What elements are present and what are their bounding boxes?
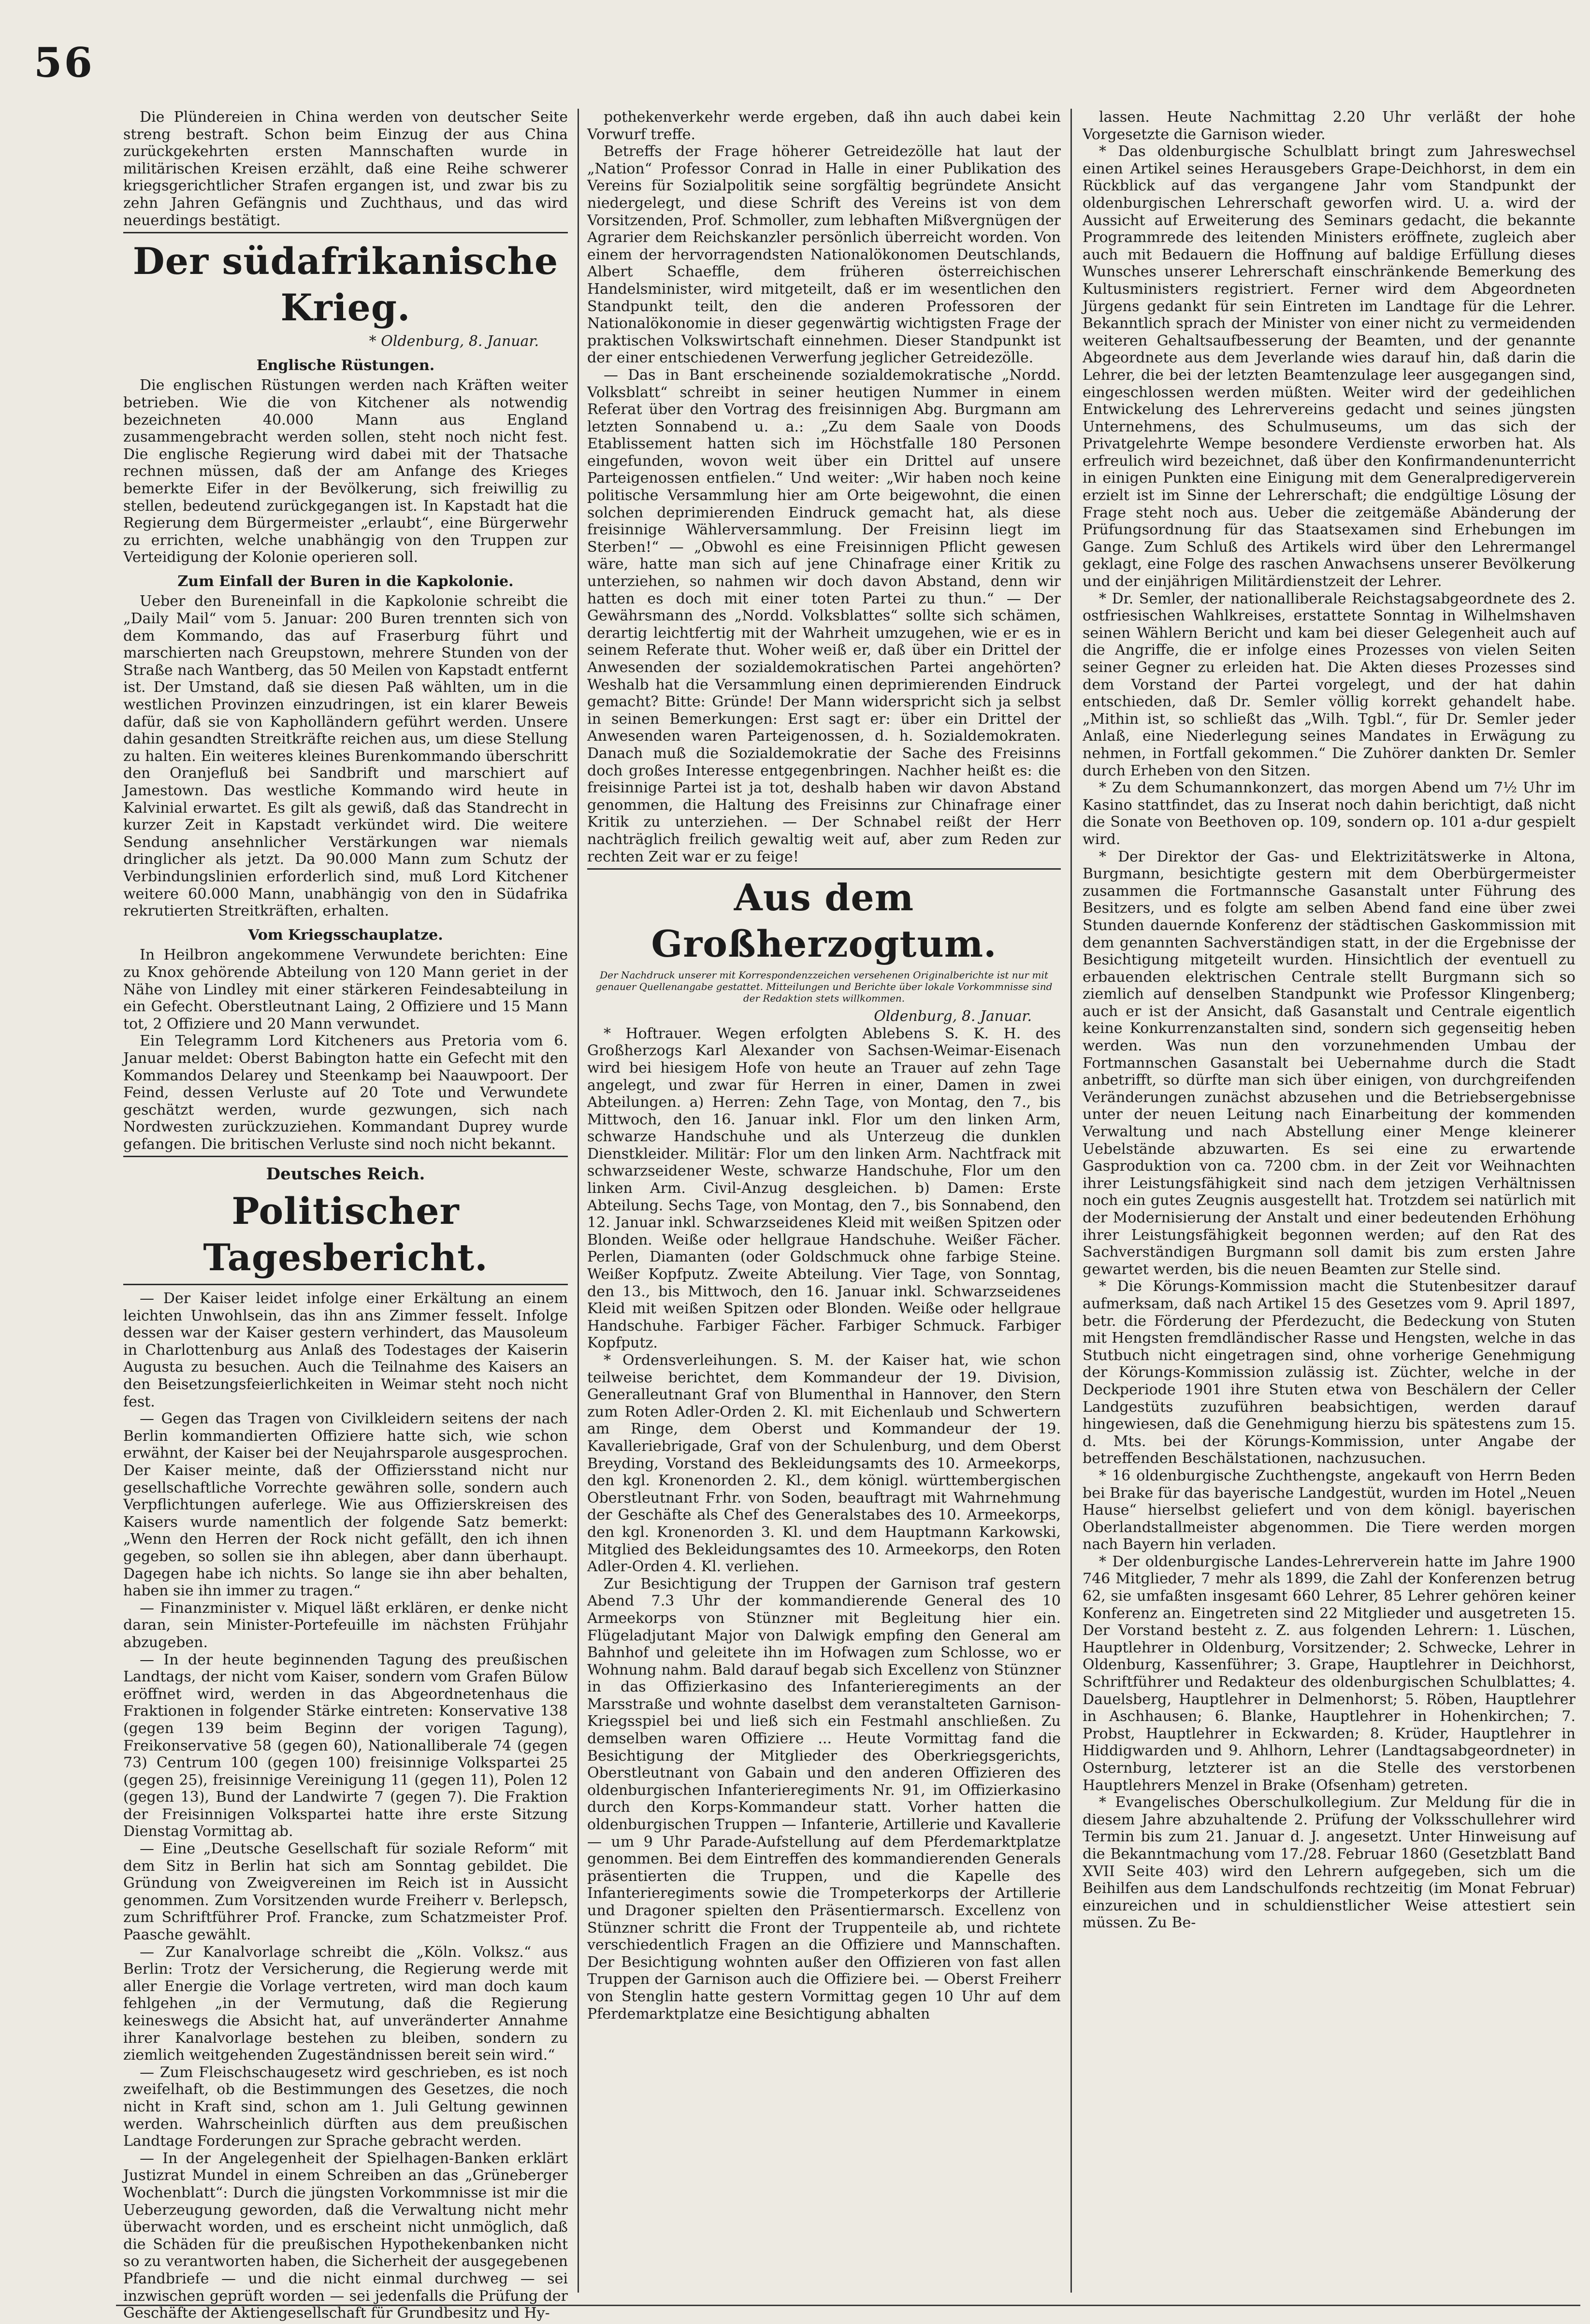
- paragraph: — Gegen das Tragen von Civilkleidern seitens der nach Berlin kommandierten Offiziere hatte sich, wie schon erwähnt, der Kaiser bei der Neujahrsparole ausgesprochen. Der Kaiser meinte, daß der Offiziersstand nicht nur gesellschaftliche Vorrechte gewähren solle, sondern auch Verpflichtungen auferlege. Wie aus Offizierskreisen des Kaisers wurde namentlich der folgende Satz bemerkt: „Wenn den Herren der Rock nicht gefällt, den ich ihnen gegeben, so sollen sie ihn ablegen, aber dann überhaupt. Dagegen habe ich nichts. So lange sie ihn aber behalten, haben sie ihn immer zu tragen.“: [123, 1410, 568, 1600]
- section-divider: [123, 1156, 568, 1157]
- paragraph: * Ordensverleihungen. S. M. der Kaiser hat, wie schon teilweise berichtet, dem Kommandeur der 19. Division, Generalleutnant Graf von Blumenthal in Hannover, den Stern zum Roten Adler-Orden 2. Kl. mit Eichenlaub und Schwertern am Ringe, dem Oberst und Kommandeur der 19. Kavalleriebrigade, Graf von der Schulenburg, und dem Oberst Breyding, Vorstand des Bekleidungsamts des 10. Armeekorps, den kgl. Kronenorden 2. Kl., dem königl. württembergischen Oberstleutnant Frhr. von Soden, beauftragt mit Wahrnehmung der Geschäfte als Chef des Generalstabes des 10. Armeekorps, den kgl. Kronenorden 3. Kl. und dem Hauptmann Karkowski, Mitglied des Bekleidungsamtes des 10. Armeekorps, den Roten Adler-Orden 4. Kl. verliehen.: [587, 1352, 1061, 1576]
- paragraph: — Finanzminister v. Miquel läßt erklären, er denke nicht daran, sein Minister-Portefeuille im nächsten Frühjahr abzugeben.: [123, 1599, 568, 1651]
- paragraph: Ein Telegramm Lord Kitcheners aus Pretoria vom 6. Januar meldet: Oberst Babington hatte ein Gefecht mit den Kommandos Delarey und Steenkamp bei Naauwpoort. Der Feind, dessen Verluste auf 20 Tote und Verwundete geschätzt werden, wurde gezwungen, sich nach Nordwesten zurückzuziehen. Kommandant Duprey wurde gefangen. Die britischen Verluste sind noch nicht bekannt.: [123, 1033, 568, 1153]
- section-divider: [587, 868, 1061, 870]
- column-2: [587, 109, 1061, 2302]
- dateline: * Oldenburg, 8. Januar.: [369, 333, 539, 350]
- paragraph: * Der oldenburgische Landes-Lehrerverein hatte im Jahre 1900 746 Mitglieder, 7 mehr als 1899, die Zahl der Konferenzen betrug 62, sie umfaßten insgesamt 660 Lehrer, 85 Lehrer gehören keiner Konferenz an. Eingetreten sind 22 Mitglieder und ausgetreten 15. Der Vorstand besteht z. Z. aus folgenden Lehrern: 1. Lüschen, Hauptlehrer in Oldenburg, Vorsitzender; 2. Schwecke, Lehrer in Oldenburg, Kassenführer; 3. Grape, Hauptlehrer in Deichhorst, Schriftführer und Redakteur des oldenburgischen Schulblattes; 4. Dauelsberg, Hauptlehrer in Delmenhorst; 5. Röben, Hauptlehrer in Aschhausen; 6. Blanke, Hauptlehrer in Hohenkirchen; 7. Probst, Hauptlehrer in Eckwarden; 8. Krüder, Hauptlehrer in Hiddigwarden und 9. Ahlhorn, Lehrer (Landtagsabgeordneter) in Osternburg, letzterer ist an die Stelle des verstorbenen Hauptlehrers Menzel in Brake (Ofsenham) getreten.: [1083, 1553, 1576, 1794]
- paragraph: — Der Kaiser leidet infolge einer Erkältung an einem leichten Unwohlsein, das ihn ans Zimmer fesselt. Infolge dessen war der Kaiser gestern verhindert, das Mausoleum in Charlottenburg aus Anlaß des Todestages der Kaiserin Augusta zu besuchen. Auch die Teilnahme des Kaisers an den Beisetzungsfeierlichkeiten in Weimar steht noch nicht fest.: [123, 1290, 568, 1410]
- paragraph: Zur Besichtigung der Truppen der Garnison traf gestern Abend 7.3 Uhr der kommandierende General des 10 Armeekorps von Stünzner mit Begleitung hier ein. Flügeladjutant Major von Dalwigk empfing den General am Bahnhof und geleitete ihn im Hofwagen zum Schlosse, wo er Wohnung nahm. Bald darauf begab sich Excellenz von Stünzner in das Offizierkasino des Infanterieregiments an der Marsstraße und wohnte daselbst dem veranstalteten Garnison-Kriegsspiel bei und ließ sich ein Festmahl anschließen. Zu demselben waren Offiziere ... Heute Vormittag fand die Besichtigung der Mitglieder des Oberkriegsgerichts, Oberstleutnant von Gabain und den anderen Offizieren des oldenburgischen Infanterieregiments Nr. 91, im Offizierkasino durch den Korps-Kommandeur statt. Vorher hatten die oldenburgischen Truppen — Infanterie, Artillerie und Kavallerie — um 9 Uhr Parade-Aufstellung auf dem Pferdemarktplatze genommen. Bei dem Eintreffen des kommandierenden Generals präsentierten die Truppen, und die Kapelle des Infanterieregiments sowie die Trompeterkorps der Artillerie und Dragoner spielten den Präsentiermarsch. Excellenz von Stünzner schritt die Front der Truppenteile ab, und richtete verschiedentlich Fragen an die Offiziere und Mannschaften. Der Besichtigung wohnten außer den Offizieren von fast allen Truppen der Garnison auch die Offiziere bei. — Oberst Freiherr von Stenglin hatte gestern Vormittag gegen 10 Uhr auf dem Pferdemarktplatze eine Besichtigung abhalten: [587, 1575, 1061, 2023]
- paragraph: — In der Angelegenheit der Spielhagen-Banken erklärt Justizrat Mundel in einem Schreiben an das „Grüneberger Wochenblatt“: Durch die jüngsten Vorkommnisse ist mir die Ueberzeugung geworden, daß die Verwaltung nicht mehr überwacht worden, und es erscheint nicht unmöglich, daß die Schäden für die preußischen Hypothekenbanken nicht so zu verantworten haben, die Sicherheit der ausgegebenen Pfandbriefe — und die nicht einmal durchweg — sei inzwischen geprüft worden — sei jedenfalls die Prüfung der Geschäfte der Aktiengesellschaft für Grundbesitz und Hy-: [123, 2150, 568, 2322]
- paragraph: Betreffs der Frage höherer Getreidezölle hat laut der „Nation“ Professor Conrad in Halle in einer Publikation des Vereins für Sozialpolitik seine sorgfältig begründete Ansicht niedergelegt, und diese Schrift des Vereins ist von dem Vorsitzenden, Prof. Schmoller, zum lebhaften Mißvergnügen der Agrarier dem Reichskanzler persönlich überreicht worden. Von einem der hervorragendsten Nationalökonomen Deutschlands, Albert Schaeffle, dem früheren österreichischen Handelsminister, wird mitgeteilt, daß er im wesentlichen den Standpunkt teilt, den die anderen Professoren der Nationalökonomie in dieser gegenwärtig wichtigsten Frage der praktischen Volkswirtschaft einnehmen. Dieser Standpunkt ist der einer entschiedenen Verwerfung jeglicher Getreidezölle.: [587, 143, 1061, 367]
- reprint-note: Der Nachdruck unserer mit Korrespondenzzeichen versehenen Originalberichte ist nur mit genauer Quellenangabe gestattet. Mitteilungen und Berichte über lokale Vorkommnisse sind der Redaktion stets willkommen.: [595, 969, 1053, 1004]
- section-divider: [123, 232, 568, 233]
- paragraph: In Heilbron angekommene Verwundete berichten: Eine zu Knox gehörende Abteilung von 120 Mann geriet in der Nähe von Lindley mit einer stärkeren Feindesabteilung in ein Gefecht. Oberstleutnant Laing, 2 Offiziere und 15 Mann tot, 2 Offiziere und 20 Mann verwundet.: [123, 947, 568, 1033]
- column-divider: [578, 109, 579, 2293]
- dateline: Oldenburg, 8. Januar.: [874, 1008, 1032, 1025]
- column-3: [1083, 109, 1576, 2302]
- section-title-tagesbericht: Politischer Tagesbericht.: [203, 1190, 488, 1279]
- paragraph: * Evangelisches Oberschulkollegium. Zur Meldung für die in diesem Jahre abzuhaltende 2. Prüfung der Volksschullehrer wird Termin bis zum 21. Januar d. J. angesetzt. Unter Hinweisung auf die Bekanntmachung vom 17./28. Februar 1860 (Gesetzblatt Band XVII Seite 403) wird den Lehrern aufgegeben, sich um die Beihilfen aus dem Landschulfonds rechtzeitig (im Monat Februar) einzureichen und in schuldienstlicher Weise attestiert sein müssen. Zu Be-: [1083, 1794, 1576, 1932]
- column-divider: [1070, 109, 1072, 2293]
- section-title-south-africa: Der südafrikanische Krieg.: [132, 240, 559, 330]
- column-1: [123, 109, 568, 2322]
- paragraph: Die englischen Rüstungen werden nach Kräften weiter betrieben. Wie die von Kitchener als notwendig bezeichneten 40.000 Mann aus England zusammengebracht werden sollen, steht noch nicht fest. Die englische Regierung wird dabei mit der Thatsache rechnen müssen, daß der am Anfange des Krieges bemerkte Eifer in der Bevölkerung, sich freiwillig zu stellen, bedeutend zurückgegangen ist. In Kapstadt hat die Regierung dem Bürgermeister „erlaubt“, eine Bürgerwehr zu errichten, welche unabhängig von den Truppen zur Verteidigung der Kolonie operieren soll.: [123, 377, 568, 566]
- paragraph: — Eine „Deutsche Gesellschaft für soziale Reform“ mit dem Sitz in Berlin hat sich am Sonntag gebildet. Die Gründung von Zweigvereinen im Reich ist in Aussicht genommen. Zum Vorsitzenden wurde Freiherr v. Berlepsch, zum Schriftführer Prof. Francke, zum Schatzmeister Prof. Paasche gewählt.: [123, 1840, 568, 1944]
- paragraph: — Zur Kanalvorlage schreibt die „Köln. Volksz.“ aus Berlin: Trotz der Versicherung, die Regierung werde mit aller Energie die Vorlage vertreten, wird man doch kaum fehlgehen „in der Vermutung, daß die Regierung keineswegs die Absicht hat, auf unveränderter Annahme ihrer Kanalvorlage bestehen zu bleiben, sondern zu ziemlich weitgehenden Zugeständnissen bereit sein wird.“: [123, 1943, 568, 2064]
- paragraph: — In der heute beginnenden Tagung des preußischen Landtags, der nicht vom Kaiser, sondern vom Grafen Bülow eröffnet wird, werden in das Abgeordnetenhaus die Fraktionen in folgender Stärke eintreten: Konservative 138 (gegen 139 beim Beginn der vorigen Tagung), Freikonservative 58 (gegen 60), Nationalliberale 74 (gegen 73) Centrum 100 (gegen 100) freisinnige Volkspartei 25 (gegen 25), freisinnige Vereinigung 11 (gegen 11), Polen 12 (gegen 13), Bund der Landwirte 7 (gegen 7). Die Fraktion der Freisinnigen Volkspartei hatte ihre erste Sitzung Dienstag Vormittag ab.: [123, 1651, 568, 1840]
- paragraph: * Der Direktor der Gas- und Elektrizitätswerke in Altona, Burgmann, besichtigte gestern mit dem Oberbürgermeister zusammen die Fortmannsche Gasanstalt unter Führung des Besitzers, und es folgte am selben Abend fand eine über zwei Stunden dauernde Konferenz der städtischen Gaskommission mit dem genannten Sachverständigen statt, in der die Ergebnisse der Besichtigung mitgeteilt wurden. Hinsichtlich der eventuell zu erbauenden elektrischen Centrale stellt Burgmann sich so ziemlich auf denselben Standpunkt wie Professor Klingenberg; auch er ist der Ansicht, daß Gasanstalt und Centrale eigentlich keine Konkurrenzanstalten sind, sondern sich gegenseitig heben werden. Was nun den vorzunehmenden Umbau der Fortmannschen Gasanstalt bei Uebernahme durch die Stadt anbetrifft, so dürfte man sich über einigen, von durchgreifenden Veränderungen zunächst abzusehen und die Betriebsergebnisse unter der neuen Leitung nach Einarbeitung der kommenden Verwaltung und nach Abstellung einer Menge kleinerer Uebelstände abzuwarten. Es sei eine zu erwartende Gasproduktion von ca. 7200 cbm. in der Zeit vor Weihnachten ihrer Leistungsfähigkeit sind nach dem jetzigen Verhältnissen noch ein gutes Zeugnis ausgestellt hat. Trotzdem sei natürlich mit der Modernisierung der Anstalt und einer bedeutenden Erhöhung ihrer Leistungsfähigkeit begonnen werden; auf den Rat des Sachverständigen Burgmann soll damit bis zum ersten Jahre gewartet werden, bis die neuen Beamten zur Stelle sind.: [1083, 848, 1576, 1278]
- paragraph: * 16 oldenburgische Zuchthengste, angekauft von Herrn Beden bei Brake für das bayerische Landgestüt, wurden im Hotel „Neuen Hause“ hierselbst geliefert und von dem königl. bayerischen Oberlandstallmeister abgenommen. Die Tiere werden morgen nach Bayern hin verladen.: [1083, 1467, 1576, 1553]
- paragraph: * Die Körungs-Kommission macht die Stutenbesitzer darauf aufmerksam, daß nach Artikel 15 des Gesetzes vom 9. April 1897, betr. die Förderung der Pferdezucht, die Bedeckung von Stuten mit Hengsten fremdländischer Rasse und Hengsten, welche in das Stutbuch nicht eingetragen sind, ohne vorherige Genehmigung der Körungs-Kommission zulässig ist. Züchter, welche in der Deckperiode 1901 ihre Stuten etwa von Beschälern der Celler Landgestüts zuzuführen beabsichtigen, werden darauf hingewiesen, daß die Genehmigung hierzu bis spätestens zum 15. d. Mts. bei der Körungs-Kommission, unter Angabe der betreffenden Beschälstationen, nachzusuchen.: [1083, 1278, 1576, 1467]
- paragraph: Ueber den Bureneinfall in die Kapkolonie schreibt die „Daily Mail“ vom 5. Januar: 200 Buren trennten sich von dem Kommando, das auf Fraserburg führt und marschierten nach Greupstown, mehrere Stunden von der Straße nach Wantberg, das 50 Meilen von Kapstadt entfernt ist. Der Umstand, daß sie diesen Paß wählten, um in die westlichen Provinzen einzudringen, ist ein klarer Beweis dafür, daß sie von Kapholländern geführt werden. Unsere dahin gesandten Streitkräfte reichen aus, um diese Stellung zu halten. Ein weiteres kleines Burenkommando überschritt den Oranjefluß bei Sandbrift und marschiert auf Jamestown. Das westliche Kommando wird heute in Kalvinial erwartet. Es gilt als gewiß, daß das Standrecht in kurzer Zeit in Kapstadt verkündet wird. Die weitere Sendung ansehnlicher Verstärkungen war niemals dringlicher als jetzt. Da 90.000 Mann zum Schutz der Verbindungslinien erforderlich sind, muß Lord Kitchener weitere 60.000 Mann, unabhängig von den in Südafrika rekrutierten Streitkräften, erhalten.: [123, 593, 568, 920]
- section-title-deutsches-reich: Deutsches Reich.: [266, 1164, 425, 1184]
- section-divider: [123, 1284, 568, 1285]
- paragraph: * Das oldenburgische Schulblatt bringt zum Jahreswechsel einen Artikel seines Herausgebers Grape-Deichhorst, in dem ein Rückblick auf das vergangene Jahr vom Standpunkt der oldenburgischen Lehrerschaft geworfen wird. U. a. wird der Aussicht auf Erweiterung des Seminars gedacht, die bekannte Programmrede des leitenden Ministers eröffnete, zugleich aber auch mit Bedauern die Hoffnung auf baldige Erfüllung dieses Wunsches unserer Lehrerschaft einschränkende Bemerkung des Kultusministers registriert. Ferner wird dem Abgeordneten Jürgens gedankt für sein Eintreten im Landtage für die Lehrer. Bekanntlich sprach der Minister von einer nicht zu vermeidenden weiteren Gehaltsaufbesserung der Beamten, und der genannte Abgeordnete aus dem Jeverlande wies darauf hin, daß darin die Lehrer, die bei der letzten Beamtenzulage leer ausgegangen sind, eingeschlossen werden müßten. Weiter wird der gedeihlichen Entwickelung des Lehrervereins gedacht und seines jüngsten Unternehmens, des Schulmuseums, um das sich der Privatgelehrte Wempe besondere Verdienste erworben hat. Als erfreulich wird bezeichnet, daß über den Konfirmandenunterricht in einigen Punkten eine Einigung mit dem Generalpredigerverein erzielt ist im Sinne der Lehrerschaft; die endgültige Lösung der Frage steht noch aus. Ueber die zeitgemäße Abänderung der Prüfungsordnung für das Staatsexamen sind Erhebungen im Gange. Zum Schluß des Artikels wird über den Lehrermangel geklagt, eine Folge des raschen Anwachsens unserer Bevölkerung und der einjährigen Militärdienstzeit der Lehrer.: [1083, 143, 1576, 590]
- subhead: Englische Rüstungen.: [256, 357, 435, 374]
- section-title-grossherzogtum: Aus dem Großherzogtum.: [651, 876, 997, 966]
- page-number: 56: [34, 39, 94, 86]
- paragraph: * Zu dem Schumannkonzert, das morgen Abend um 7½ Uhr im Kasino stattfindet, das zu Inserat noch dahin berichtigt, daß nicht die Sonate von Beethoven op. 109, sondern op. 101 a-dur gespielt wird.: [1083, 779, 1576, 848]
- paragraph: — Das in Bant erscheinende sozialdemokratische „Nordd. Volksblatt“ schreibt in seiner heutigen Nummer in einem Referat über den Vortrag des freisinnigen Abg. Burgmann am letzten Sonnabend u. a.: „Zu dem Saale von Doods Etablissement hatten sich im Höchstfalle 180 Personen eingefunden, wovon weit über ein Drittel auf unsere Parteigenossen entfielen.“ Und weiter: „Wir haben noch keine politische Versammlung hier am Orte beigewohnt, die einen solchen deprimierenden Eindruck gemacht hat, als diese freisinnige Wählerversammlung. Der Freisinn liegt im Sterben!“ — „Obwohl es eine Freisinnigen Pflicht gewesen wäre, hatte man sich auf jene Chinafrage einer Kritik zu unterziehen, so nahmen wir doch davon Abstand, denn wir hatten es doch mit einer toten Partei zu thun.“ — Der Gewährsmann des „Nordd. Volksblattes“ sollte sich schämen, derartig leichtfertig mit der Wahrheit umzugehen, wie er es in seinem Referate thut. Woher weiß er, daß über ein Drittel der Anwesenden der sozialdemokratischen Partei angehörten? Weshalb hat die Versammlung einen deprimierenden Eindruck gemacht? Bitte: Gründe! Der Mann widerspricht sich ja selbst in seinen Bemerkungen: Erst sagt er: über ein Drittel der Anwesenden waren Parteigenossen, d. h. Sozialdemokraten. Danach muß die Sozialdemokratie der Sache des Freisinns doch großes Interesse entgegenbringen. Nachher heißt es: die freisinnige Partei ist ja tot, deshalb haben wir davon Abstand genommen, die Haltung des Freisinns zur Chinafrage einer Kritik zu unterziehen. — Der Schnabel reißt der Herr nachträglich freilich gewaltig weit auf, aber zum Reden zur rechten Zeit war er zu feige!: [587, 366, 1061, 865]
- paragraph: — Zum Fleischschaugesetz wird geschrieben, es ist noch zweifelhaft, ob die Bestimmungen des Gesetzes, die noch nicht in Kraft sind, schon am 1. Juli Geltung gewinnen werden. Wahrscheinlich dürften aus dem preußischen Landtage Forderungen zur Sprache gebracht werden.: [123, 2064, 568, 2150]
- article-china: Die Plündereien in China werden von deutscher Seite streng bestraft. Schon beim Einzug der aus China zurückgekehrten ersten Mannschaften wurde in militärischen Kreisen erzählt, daß eine Reihe schwerer kriegsgerichtlicher Strafen ergangen ist, und zwar bis zu zehn Jahren Gefängnis und Zuchthaus, und das wird neuerdings bestätigt.: [123, 109, 568, 229]
- paragraph: lassen. Heute Nachmittag 2.20 Uhr verläßt der hohe Vorgesetzte die Garnison wieder.: [1083, 109, 1576, 143]
- subhead: Vom Kriegsschauplatze.: [248, 926, 443, 944]
- paragraph: pothekenverkehr werde ergeben, daß ihn auch dabei kein Vorwurf treffe.: [587, 109, 1061, 143]
- paragraph: * Hoftrauer. Wegen erfolgten Ablebens S. K. H. des Großherzogs Karl Alexander von Sachsen-Weimar-Eisenach wird bei hiesigem Hofe von heute an Trauer auf zehn Tage angelegt, und zwar für Herren in einer, Damen in zwei Abteilungen. a) Herren: Zehn Tage, von Montag, den 7., bis Mittwoch, den 16. Januar inkl. Flor um den linken Arm, schwarze Handschuhe und als Unterzeug die dunklen Dienstkleider. Militär: Flor um den linken Arm. Nachtfrack mit schwarzseidener Weste, schwarze Handschuhe, Flor um den linken Arm. Civil-Anzug desgleichen. b) Damen: Erste Abteilung. Sechs Tage, von Montag, den 7., bis Sonnabend, den 12. Januar inkl. Schwarzseidenes Kleid mit weißen Spitzen oder Blonden. Weiße oder hellgraue Handschuhe. Weißer Fächer. Perlen, Diamanten (oder Goldschmuck ohne farbige Steine. Weißer Kopfputz. Zweite Abteilung. Vier Tage, von Sonntag, den 13., bis Mittwoch, den 16. Januar inkl. Schwarzseidenes Kleid mit weißen Spitzen oder Blonden. Weiße oder hellgraue Handschuhe. Farbiger Fächer. Farbiger Schmuck. Farbiger Kopfputz.: [587, 1025, 1061, 1352]
- subhead: Zum Einfall der Buren in die Kapkolonie.: [177, 573, 514, 590]
- paragraph: * Dr. Semler, der nationalliberale Reichstagsabgeordnete des 2. ostfriesischen Wahlkreises, erstattete Sonntag in Wilhelmshaven seinen Wählern Bericht und kam bei dieser Gelegenheit auch auf die Angriffe, die er infolge eines Prozesses von vielen Seiten seiner Gegner zu erleiden hat. Die Akten dieses Prozesses sind dem Vorstand der Partei vorgelegt, und der hat dahin entschieden, daß Dr. Semler völlig korrekt gehandelt habe. „Mithin ist, so schließt das „Wilh. Tgbl.“, für Dr. Semler jeder Anlaß, eine Niederlegung seines Mandates in Erwägung zu nehmen, in Fortfall gekommen.“ Die Zuhörer dankten Dr. Semler durch Erheben von den Sitzen.: [1083, 590, 1576, 779]
